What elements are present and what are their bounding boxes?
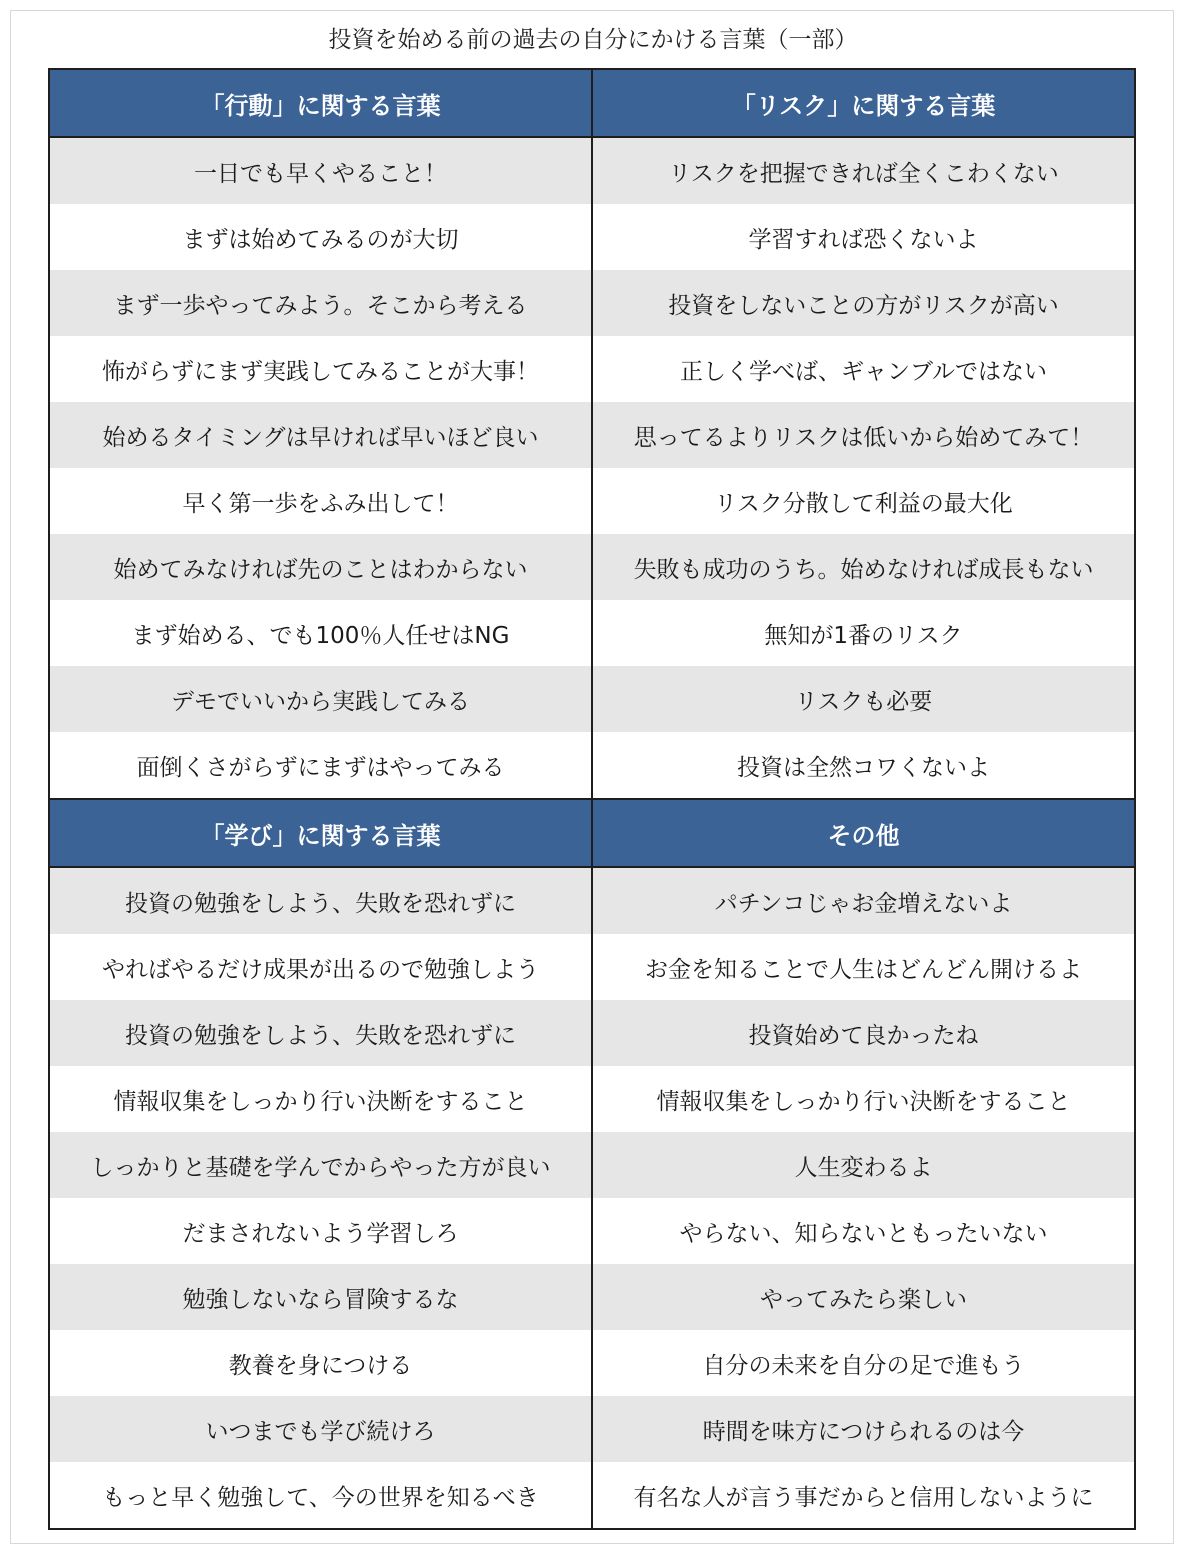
section-header-row	[50, 70, 1134, 138]
table-cell: やればやるだけ成果が出るので勉強しよう	[50, 934, 593, 1000]
table-row	[50, 336, 1134, 402]
table-row	[50, 600, 1134, 666]
table-cell: 投資をしないことの方がリスクが高い	[668, 292, 1059, 319]
table-cell: 投資の勉強をしよう、失敗を恐れずに	[50, 868, 593, 934]
table-cell: 情報収集をしっかり行い決断をすること	[656, 1088, 1071, 1115]
table-row	[50, 270, 1134, 336]
section-header-cell: 「リスク」に関する言葉	[731, 91, 996, 120]
table-cell: 人生変わるよ	[794, 1154, 933, 1181]
table-row	[50, 1198, 1134, 1264]
table-cell: 情報収集をしっかり行い決断をすること	[50, 1066, 593, 1132]
table-row	[50, 1396, 1134, 1462]
table-row	[50, 1330, 1134, 1396]
table-cell: 早く第一歩をふみ出して！	[50, 468, 593, 534]
table-cell: リスクを把握できれば全くこわくない	[668, 160, 1059, 187]
table-row	[50, 468, 1134, 534]
table-row	[50, 204, 1134, 270]
table-cell: 思ってるよりリスクは低いから始めてみて！	[633, 424, 1094, 451]
table-row	[50, 666, 1134, 732]
table-cell: 学習すれば恐くないよ	[748, 226, 979, 253]
table-row	[50, 1264, 1134, 1330]
table-cell: 始めるタイミングは早ければ早いほど良い	[50, 402, 593, 468]
table-cell: だまされないよう学習しろ	[50, 1198, 593, 1264]
table-row	[50, 1462, 1134, 1528]
table-cell: リスクも必要	[794, 688, 933, 715]
table-cell: 自分の未来を自分の足で進もう	[702, 1352, 1025, 1379]
table-cell: 面倒くさがらずにまずはやってみる	[50, 732, 593, 798]
table-cell: 失敗も成功のうち。始めなければ成長もない	[633, 556, 1094, 583]
table-row	[50, 868, 1134, 934]
table-cell: 始めてみなければ先のことはわからない	[50, 534, 593, 600]
table-cell: 無知が1番のリスク	[764, 622, 963, 649]
table-cell: やってみたら楽しい	[760, 1286, 967, 1313]
table-cell: リスク分散して利益の最大化	[714, 490, 1013, 517]
table-cell: 一日でも早くやること！	[50, 138, 593, 204]
section-header-cell: その他	[827, 821, 900, 850]
table-row	[50, 534, 1134, 600]
table-cell: しっかりと基礎を学んでからやった方が良い	[50, 1132, 593, 1198]
section-header-cell: 「行動」に関する言葉	[50, 70, 593, 136]
table-cell: いつまでも学び続けろ	[50, 1396, 593, 1462]
quotes-table	[48, 68, 1136, 1530]
table-row	[50, 402, 1134, 468]
table-cell: まずは始めてみるのが大切	[50, 204, 593, 270]
table-cell: 教養を身につける	[50, 1330, 593, 1396]
table-row	[50, 1066, 1134, 1132]
table-cell: まず始める、でも100％人任せはNG	[50, 600, 593, 666]
table-cell: 怖がらずにまず実践してみることが大事！	[50, 336, 593, 402]
table-cell: 有名な人が言う事だからと信用しないように	[633, 1484, 1094, 1511]
table-cell: デモでいいから実践してみる	[50, 666, 593, 732]
table-row	[50, 138, 1134, 204]
section-header-cell: 「学び」に関する言葉	[50, 800, 593, 866]
table-cell: 投資は全然コワくないよ	[737, 754, 990, 781]
page-title: 投資を始める前の過去の自分にかける言葉（一部）	[328, 27, 858, 53]
table-cell: もっと早く勉強して、今の世界を知るべき	[50, 1462, 593, 1528]
table-cell: まず一歩やってみよう。そこから考える	[50, 270, 593, 336]
table-row	[50, 1132, 1134, 1198]
table-cell: パチンコじゃお金増えないよ	[714, 890, 1013, 917]
table-row	[50, 732, 1134, 798]
table-cell: お金を知ることで人生はどんどん開けるよ	[645, 956, 1082, 983]
table-cell: 正しく学べば、ギャンブルではない	[679, 358, 1048, 385]
table-cell: 勉強しないなら冒険するな	[50, 1264, 593, 1330]
section-header-row	[50, 800, 1134, 868]
table-cell: 投資の勉強をしよう、失敗を恐れずに	[50, 1000, 593, 1066]
table-cell: 時間を味方につけられるのは今	[702, 1418, 1025, 1445]
table-row	[50, 934, 1134, 1000]
table-cell: やらない、知らないともったいない	[679, 1220, 1048, 1247]
table-row	[50, 1000, 1134, 1066]
table-cell: 投資始めて良かったね	[748, 1022, 979, 1049]
